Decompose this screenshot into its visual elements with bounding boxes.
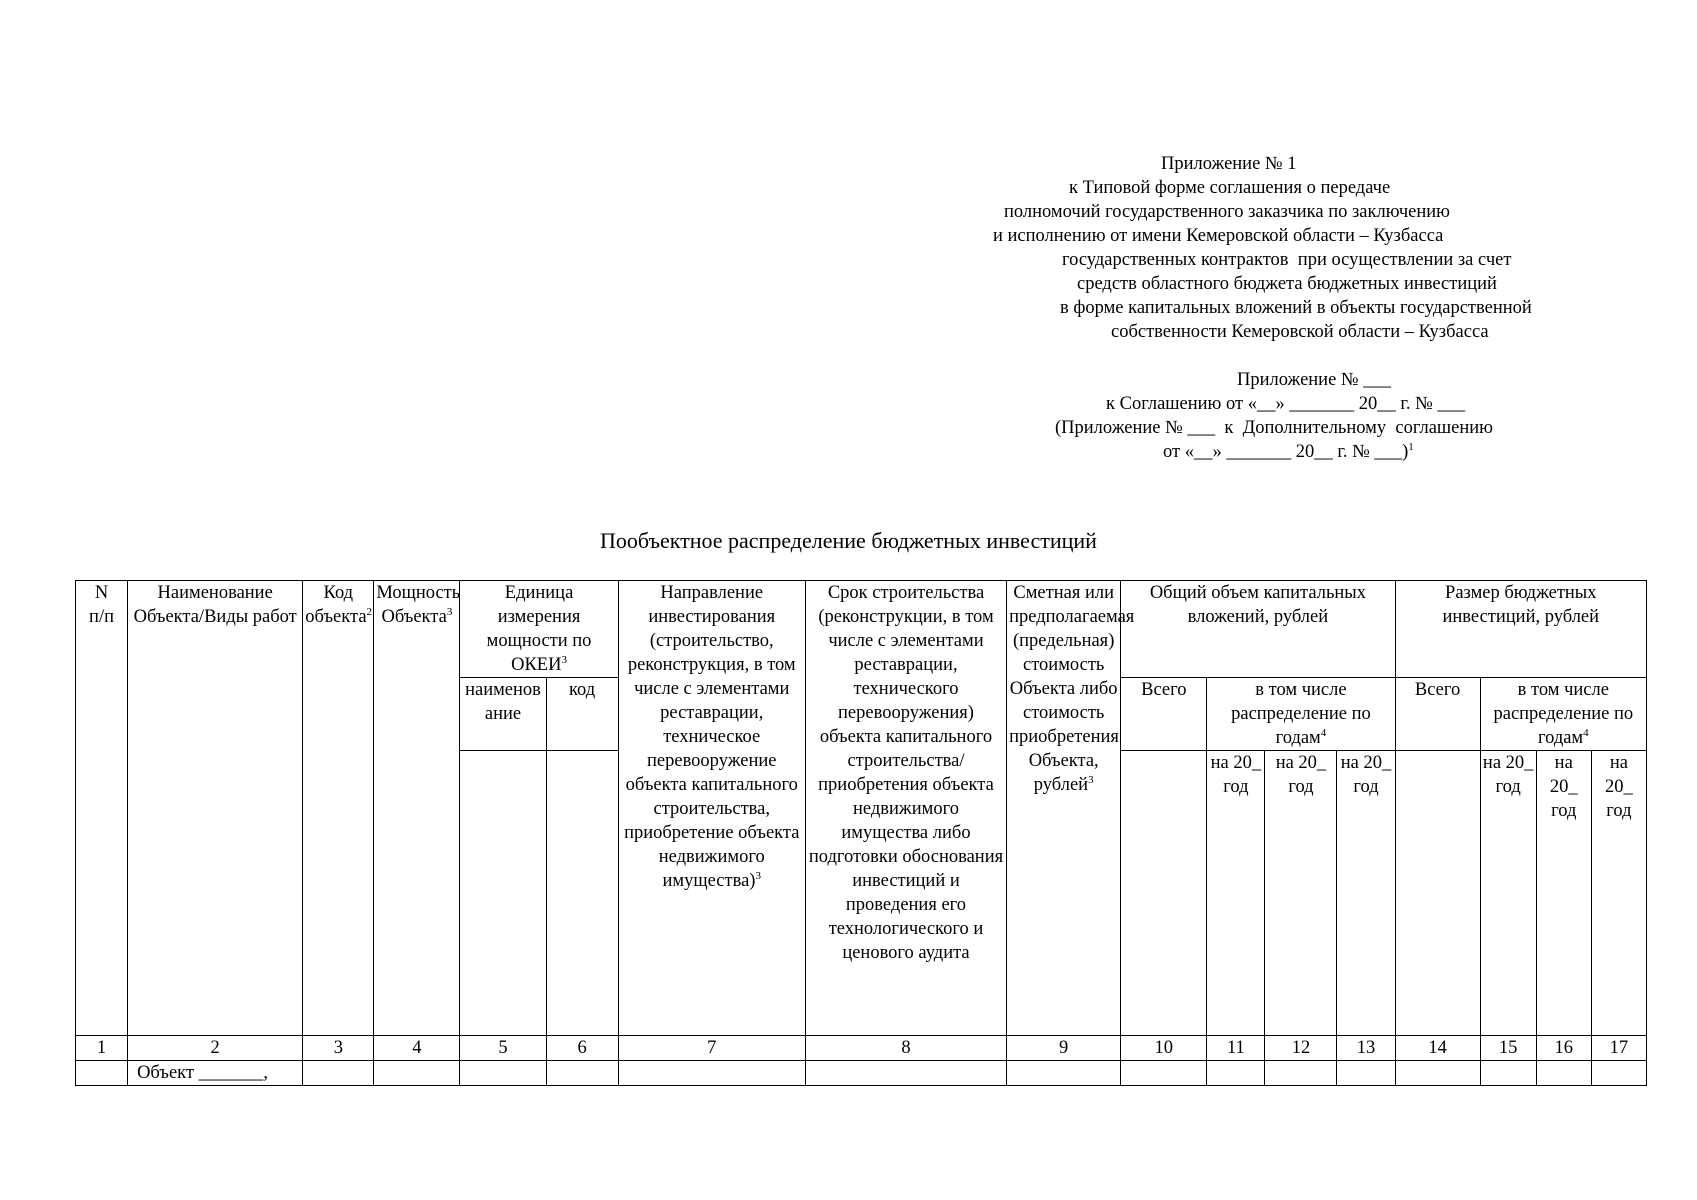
column-number: 10 [1121, 1036, 1207, 1061]
agreement-line: к Соглашению от «__» _______ 20__ г. № ___ [1106, 394, 1466, 414]
col-header-invest: Размер бюджетных инвестиций, рублей [1395, 581, 1646, 678]
column-number-row [76, 1036, 1647, 1061]
cell-empty[interactable] [374, 1061, 460, 1086]
column-number: 17 [1591, 1036, 1646, 1061]
annex-line: государственных контрактов при осуществлении за счет [1062, 250, 1512, 270]
cell-empty[interactable] [76, 1061, 128, 1086]
column-number: 9 [1007, 1036, 1121, 1061]
table-row [76, 1061, 1647, 1086]
col-header-year: на 20_ год [1591, 751, 1646, 1036]
column-number: 5 [460, 1036, 546, 1061]
cell-empty[interactable] [1265, 1061, 1337, 1086]
col-header-code: Код объекта$^2$ [303, 581, 374, 1036]
column-number: 13 [1337, 1036, 1395, 1061]
col-header-capacity: Мощность Объекта$^3$ [374, 581, 460, 1036]
column-number: 2 [128, 1036, 303, 1061]
annex-line: средств областного бюджета бюджетных инвестиций [1077, 274, 1497, 294]
col-header-year: на 20_ год [1536, 751, 1591, 1036]
column-number: 1 [76, 1036, 128, 1061]
col-header-year: на 20_ год [1337, 751, 1395, 1036]
column-number: 3 [303, 1036, 374, 1061]
cell-empty[interactable] [1536, 1061, 1591, 1086]
column-number: 15 [1480, 1036, 1536, 1061]
cell-empty[interactable] [1007, 1061, 1121, 1086]
column-number: 14 [1395, 1036, 1480, 1061]
cell-empty[interactable] [1207, 1061, 1265, 1086]
annex-line: собственности Кемеровской области – Кузбасса [1111, 322, 1489, 342]
annex-line: в форме капитальных вложений в объекты государственной [1060, 298, 1532, 318]
annex-title: Приложение № 1 [1161, 154, 1297, 174]
column-number: 6 [546, 1036, 618, 1061]
annex-line: и исполнению от имени Кемеровской области – Кузбасса [993, 226, 1444, 246]
annex-header [0, 0, 1532, 462]
agreement-line: от «__» _______ 20__ г. № ___)$^1$ [1163, 441, 1414, 462]
col-header-invest-by-years: в том числе распределение по годам$^4$ [1480, 678, 1646, 751]
col-header-direction: Направление инвестирования (строительство, реконструкция, в том числе с элементами реставрации, техническое перевооружение объекта капитального строительства, приобретение объекта недвижимого имущества)$^3$ [618, 581, 805, 1036]
col-header-invest-total: Всего [1395, 678, 1480, 751]
col-header-unit: Единица измерения мощности по ОКЕИ$^3$ [460, 581, 618, 678]
column-number: 11 [1207, 1036, 1265, 1061]
column-number: 4 [374, 1036, 460, 1061]
col-header-capex: Общий объем капитальных вложений, рублей [1121, 581, 1395, 678]
cell-empty[interactable] [460, 1061, 546, 1086]
col-header-capex-total: Всего [1121, 678, 1207, 751]
col-header-year: на 20_ год [1480, 751, 1536, 1036]
col-header-year: на 20_ год [1265, 751, 1337, 1036]
col-header-capex-by-years: в том числе распределение по годам$^4$ [1207, 678, 1395, 751]
column-number: 7 [618, 1036, 805, 1061]
annex-line: к Типовой форме соглашения о передаче [1069, 178, 1391, 198]
footnote-marker: 1 [1408, 441, 1414, 453]
cell-empty [1121, 751, 1207, 1036]
cell-empty[interactable] [618, 1061, 805, 1086]
agreement-title: Приложение № ___ [1237, 370, 1391, 390]
object-name-cell[interactable]: Объект _______, [128, 1061, 303, 1086]
cell-empty[interactable] [1395, 1061, 1480, 1086]
column-number: 8 [805, 1036, 1006, 1061]
investment-table [75, 580, 1647, 1086]
col-header-unit-code: код [546, 678, 618, 751]
cell-empty[interactable] [805, 1061, 1006, 1086]
col-header-number: N п/п [76, 581, 128, 1036]
col-header-unit-name: наименование [460, 678, 546, 751]
col-header-name: Наименование Объекта/Виды работ [128, 581, 303, 1036]
col-header-cost: Сметная или предполагаемая (предельная) стоимость Объекта либо стоимость приобретения Объекта, рублей$^3$ [1007, 581, 1121, 1036]
cell-empty [460, 751, 546, 1036]
column-number: 12 [1265, 1036, 1337, 1061]
annex-line: полномочий государственного заказчика по заключению [1004, 202, 1450, 222]
cell-empty[interactable] [1480, 1061, 1536, 1086]
cell-empty[interactable] [546, 1061, 618, 1086]
cell-empty [1395, 751, 1480, 1036]
page-title: Пообъектное распределение бюджетных инвестиций [600, 528, 1097, 553]
cell-empty [546, 751, 618, 1036]
cell-empty[interactable] [1121, 1061, 1207, 1086]
cell-empty[interactable] [1591, 1061, 1646, 1086]
cell-empty[interactable] [1337, 1061, 1395, 1086]
agreement-line: (Приложение № ___ к Дополнительному соглашению [1055, 418, 1494, 438]
cell-empty[interactable] [303, 1061, 374, 1086]
col-header-year: на 20_ год [1207, 751, 1265, 1036]
column-number: 16 [1536, 1036, 1591, 1061]
col-header-term: Срок строительства (реконструкции, в том числе с элементами реставрации, технического перевооружения) объекта капитального строительства/приобретения объекта недвижимого имущества либо подготовки обоснования инвестиций и проведения его технологического и ценового аудита [805, 581, 1006, 1036]
